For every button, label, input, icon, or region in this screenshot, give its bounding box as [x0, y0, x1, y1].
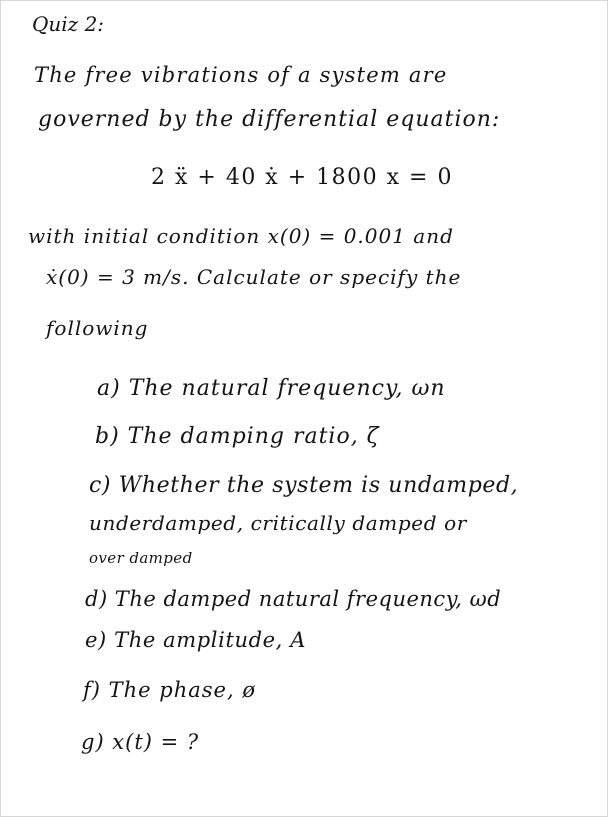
question-item-c-line-3: over damped: [89, 549, 193, 567]
question-item-f: f) The phase, ø: [83, 678, 256, 702]
question-item-d: d) The damped natural frequency, ωd: [85, 587, 502, 611]
question-item-b: b) The damping ratio, ζ: [95, 424, 380, 449]
differential-equation: 2 ẍ + 40 ẋ + 1800 x = 0: [151, 165, 453, 190]
intro-text-line-2: governed by the differential equation:: [38, 107, 501, 132]
question-item-e: e) The amplitude, A: [85, 628, 306, 652]
condition-text-line-1: with initial condition x(0) = 0.001 and: [28, 224, 454, 248]
question-item-c-line-1: c) Whether the system is undamped,: [89, 473, 519, 498]
quiz-title: Quiz 2:: [32, 12, 105, 36]
question-item-c-line-2: underdamped, critically damped or: [89, 511, 467, 535]
condition-text-line-2: ẋ(0) = 3 m/s. Calculate or specify the: [46, 265, 462, 289]
intro-text-line-1: The free vibrations of a system are: [34, 63, 448, 87]
question-item-a: a) The natural frequency, ωn: [97, 376, 446, 401]
condition-text-line-3: following: [46, 316, 149, 340]
question-item-g: g) x(t) = ?: [81, 730, 200, 754]
